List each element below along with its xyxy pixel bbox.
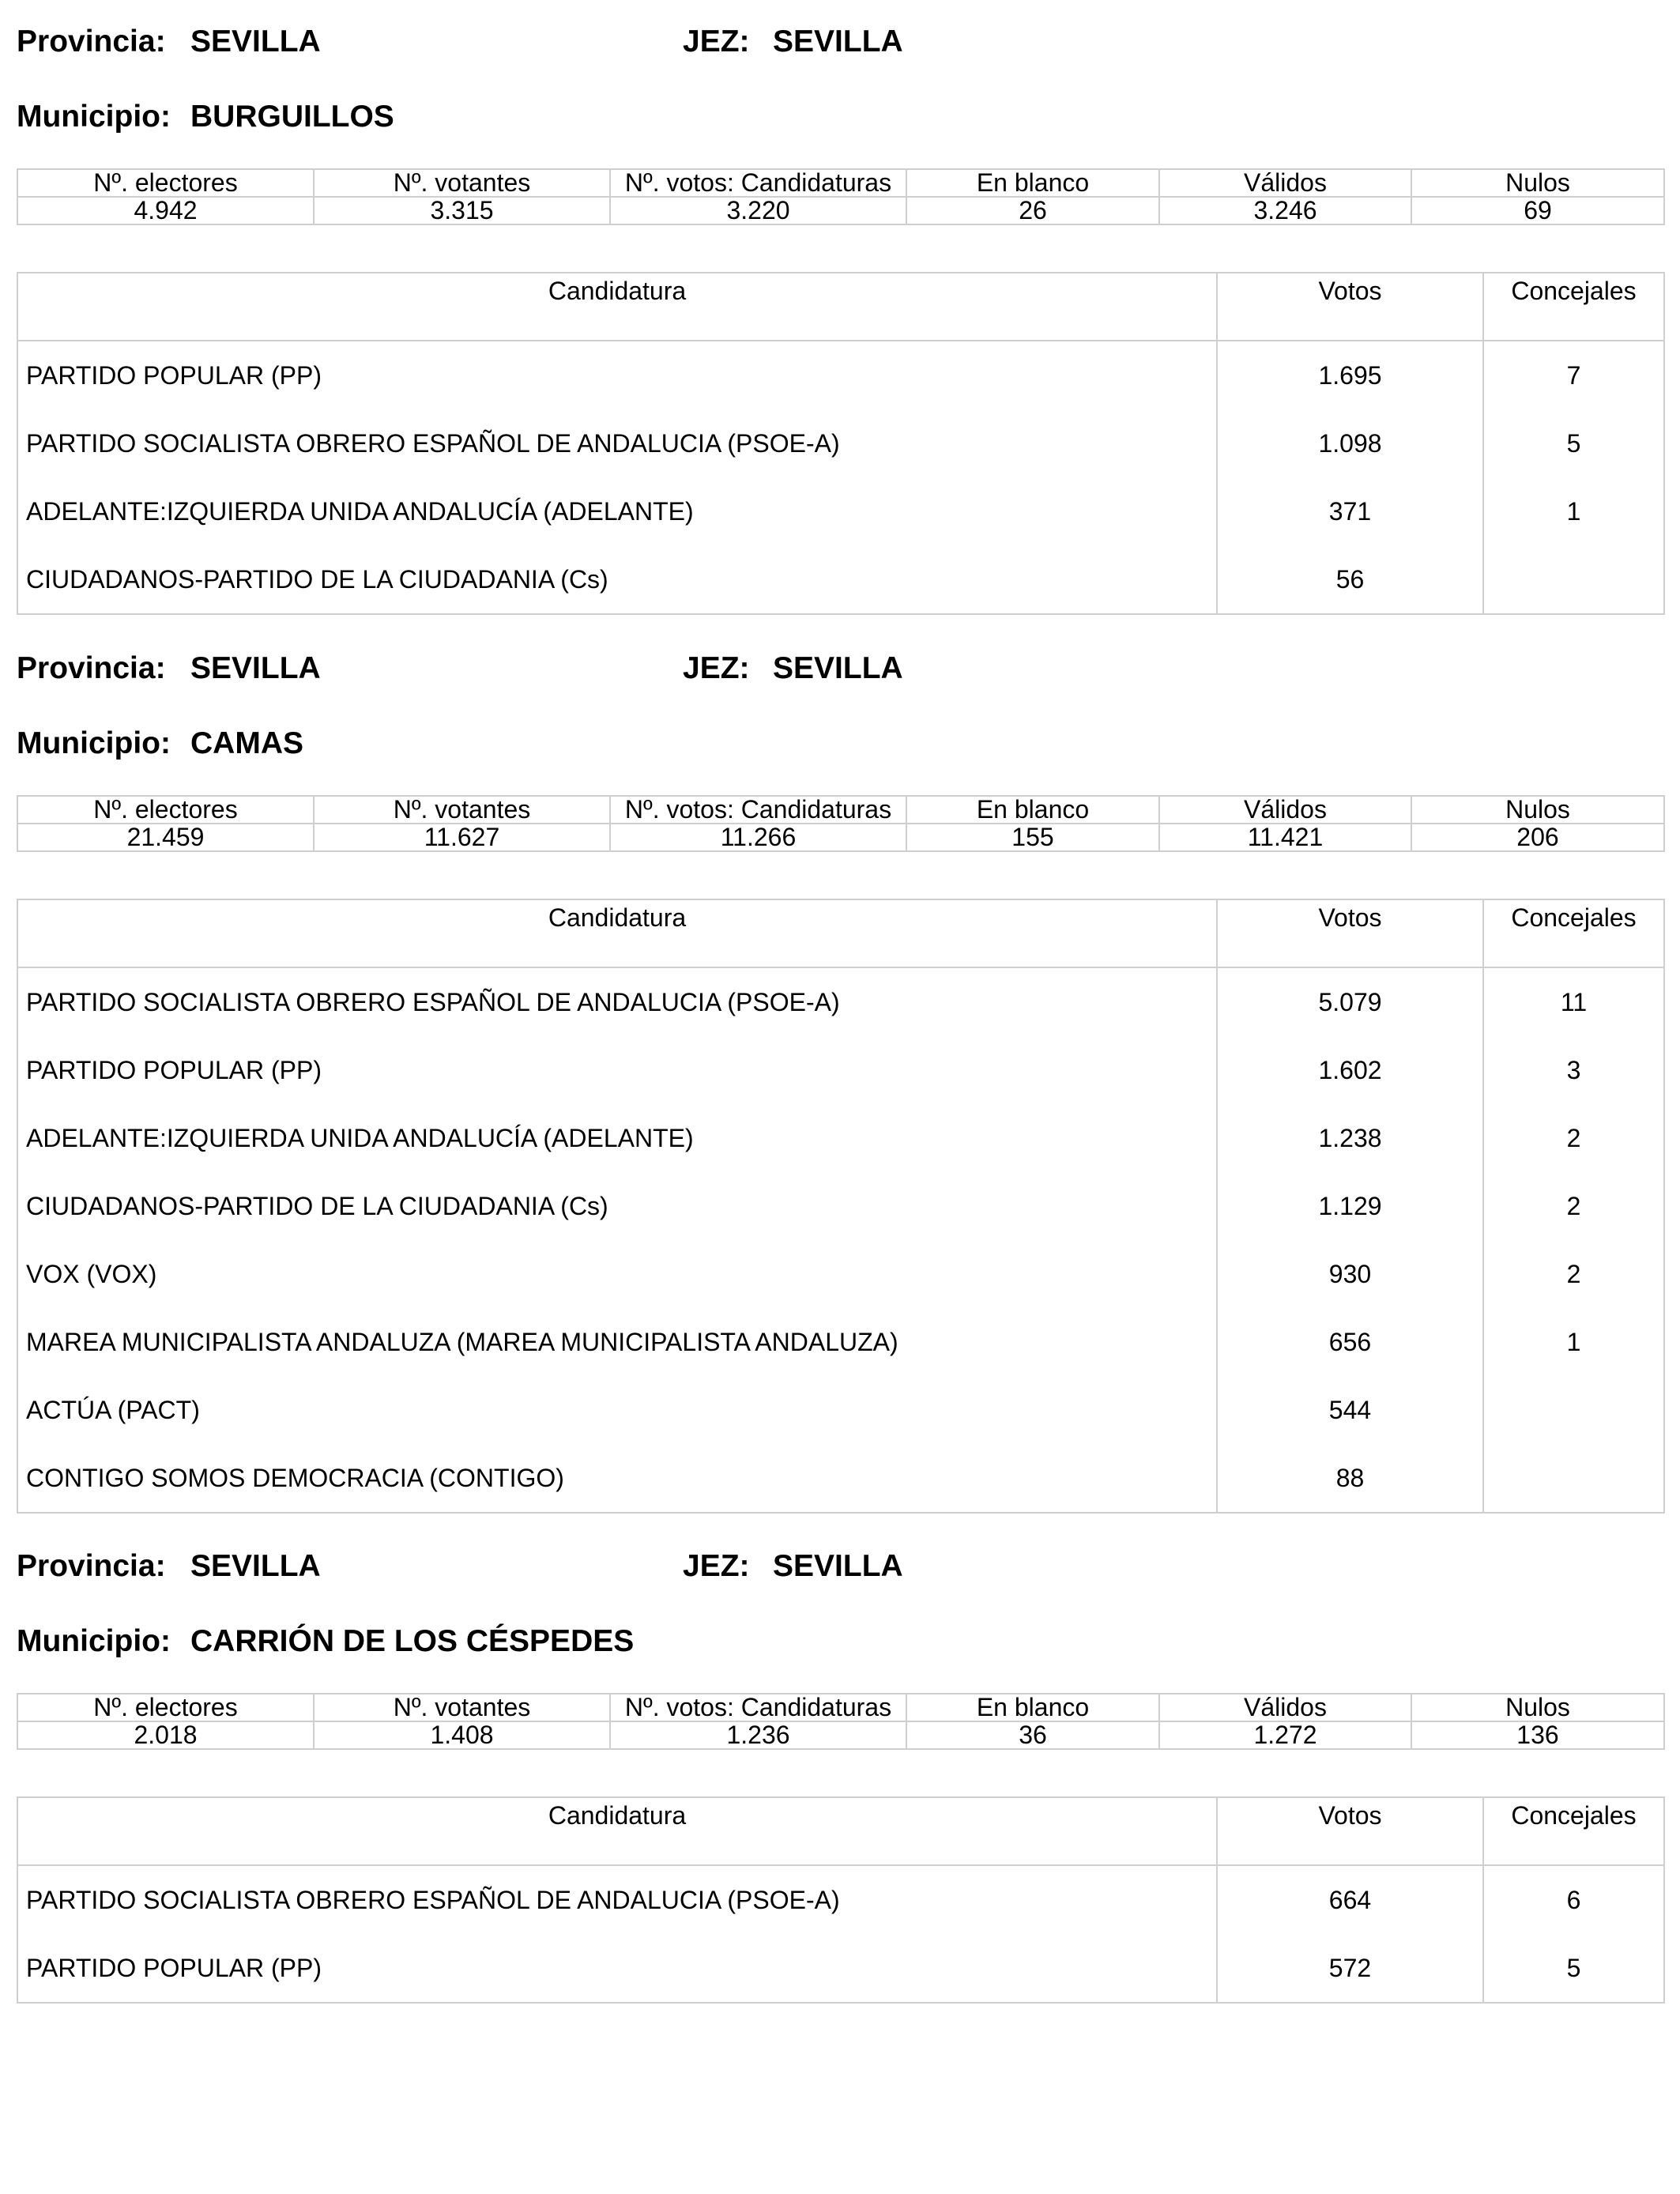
table-row <box>17 341 1664 409</box>
concejales-cell: 1 <box>1483 1308 1664 1376</box>
concejales-cell: 5 <box>1483 409 1664 477</box>
results-table <box>17 899 1665 1514</box>
stats-header-row <box>17 796 1664 824</box>
stats-value-cell: 3.315 <box>314 197 610 224</box>
stats-header-cell: En blanco <box>906 1694 1159 1721</box>
votos-cell: 5.079 <box>1217 967 1483 1036</box>
summary-stats-table <box>17 168 1665 225</box>
candidatura-cell: ACTÚA (PACT) <box>17 1376 1217 1444</box>
votos-cell: 56 <box>1217 545 1483 614</box>
stats-header-cell: Nº. votantes <box>314 169 610 197</box>
stats-values-row <box>17 197 1664 224</box>
concejales-cell: 1 <box>1483 477 1664 545</box>
table-row <box>17 1934 1664 2003</box>
municipality-section <box>0 650 1680 1492</box>
candidatura-cell: CIUDADANOS-PARTIDO DE LA CIUDADANIA (Cs) <box>17 1172 1217 1240</box>
results-header-cell: Concejales <box>1483 273 1664 341</box>
table-row <box>17 1376 1664 1444</box>
stats-header-cell: Nulos <box>1411 1694 1664 1721</box>
stats-header-cell: Nº. electores <box>17 169 314 197</box>
stats-header-cell: Nº. votantes <box>314 796 610 824</box>
concejales-cell <box>1483 545 1664 614</box>
table-row <box>17 1444 1664 1513</box>
stats-header-cell: Nº. electores <box>17 1694 314 1721</box>
results-header-cell: Candidatura <box>17 899 1217 967</box>
results-header-cell: Concejales <box>1483 1797 1664 1865</box>
table-row <box>17 967 1664 1036</box>
stats-header-cell: Válidos <box>1159 796 1411 824</box>
stats-value-cell: 36 <box>906 1721 1159 1749</box>
votos-cell: 544 <box>1217 1376 1483 1444</box>
provincia-label: Provincia: <box>17 1549 166 1583</box>
results-table <box>17 272 1665 615</box>
municipality-section <box>0 24 1680 656</box>
votos-cell: 1.129 <box>1217 1172 1483 1240</box>
candidatura-cell: PARTIDO SOCIALISTA OBRERO ESPAÑOL DE ANDALUCIA (PSOE-A) <box>17 967 1217 1036</box>
stats-value-cell: 21.459 <box>17 824 314 851</box>
candidatura-cell: ADELANTE:IZQUIERDA UNIDA ANDALUCÍA (ADELANTE) <box>17 477 1217 545</box>
concejales-cell: 6 <box>1483 1865 1664 1934</box>
concejales-cell: 7 <box>1483 341 1664 409</box>
votos-cell: 371 <box>1217 477 1483 545</box>
table-row <box>17 545 1664 614</box>
municipio-value: CARRIÓN DE LOS CÉSPEDES <box>190 1624 635 1658</box>
provincia-label: Provincia: <box>17 25 166 58</box>
results-header-row <box>17 273 1664 341</box>
results-header-cell: Votos <box>1217 273 1483 341</box>
jez-value: SEVILLA <box>773 25 903 58</box>
table-row <box>17 1104 1664 1172</box>
votos-cell: 1.602 <box>1217 1036 1483 1104</box>
candidatura-cell: PARTIDO SOCIALISTA OBRERO ESPAÑOL DE ANDALUCIA (PSOE-A) <box>17 1865 1217 1934</box>
jez-label: JEZ: <box>683 651 750 685</box>
municipio-value: CAMAS <box>190 726 303 760</box>
concejales-cell: 2 <box>1483 1104 1664 1172</box>
concejales-cell: 2 <box>1483 1240 1664 1308</box>
stats-value-cell: 11.627 <box>314 824 610 851</box>
stats-value-cell: 1.408 <box>314 1721 610 1749</box>
municipio-label: Municipio: <box>17 1624 171 1658</box>
stats-header-cell: Nº. votos: Candidaturas <box>610 1694 906 1721</box>
candidatura-cell: PARTIDO SOCIALISTA OBRERO ESPAÑOL DE ANDALUCIA (PSOE-A) <box>17 409 1217 477</box>
votos-cell: 656 <box>1217 1308 1483 1376</box>
provincia-value: SEVILLA <box>190 25 321 58</box>
stats-header-cell: Válidos <box>1159 169 1411 197</box>
table-row <box>17 1865 1664 1934</box>
municipality-section <box>0 1548 1680 2181</box>
concejales-cell: 5 <box>1483 1934 1664 2003</box>
stats-header-cell: Nulos <box>1411 169 1664 197</box>
results-header-row <box>17 899 1664 967</box>
stats-header-cell: Nº. electores <box>17 796 314 824</box>
table-row <box>17 1308 1664 1376</box>
stats-values-row <box>17 824 1664 851</box>
jez-value: SEVILLA <box>773 1549 903 1583</box>
stats-value-cell: 11.266 <box>610 824 906 851</box>
jez-label: JEZ: <box>683 25 750 58</box>
stats-header-cell: Válidos <box>1159 1694 1411 1721</box>
summary-stats-table <box>17 1693 1665 1750</box>
concejales-cell: 2 <box>1483 1172 1664 1240</box>
concejales-cell: 3 <box>1483 1036 1664 1104</box>
provincia-label: Provincia: <box>17 651 166 685</box>
stats-header-cell: Nulos <box>1411 796 1664 824</box>
stats-values-row <box>17 1721 1664 1749</box>
stats-value-cell: 26 <box>906 197 1159 224</box>
candidatura-cell: ADELANTE:IZQUIERDA UNIDA ANDALUCÍA (ADELANTE) <box>17 1104 1217 1172</box>
votos-cell: 1.238 <box>1217 1104 1483 1172</box>
stats-value-cell: 69 <box>1411 197 1664 224</box>
votos-cell: 664 <box>1217 1865 1483 1934</box>
candidatura-cell: MAREA MUNICIPALISTA ANDALUZA (MAREA MUNICIPALISTA ANDALUZA) <box>17 1308 1217 1376</box>
table-row <box>17 409 1664 477</box>
candidatura-cell: VOX (VOX) <box>17 1240 1217 1308</box>
results-header-cell: Votos <box>1217 899 1483 967</box>
provincia-value: SEVILLA <box>190 651 321 685</box>
municipio-label: Municipio: <box>17 726 171 760</box>
stats-value-cell: 4.942 <box>17 197 314 224</box>
jez-label: JEZ: <box>683 1549 750 1583</box>
candidatura-cell: PARTIDO POPULAR (PP) <box>17 341 1217 409</box>
votos-cell: 930 <box>1217 1240 1483 1308</box>
stats-value-cell: 11.421 <box>1159 824 1411 851</box>
stats-header-cell: Nº. votos: Candidaturas <box>610 169 906 197</box>
table-row <box>17 1036 1664 1104</box>
concejales-cell <box>1483 1444 1664 1513</box>
stats-header-cell: Nº. votos: Candidaturas <box>610 796 906 824</box>
candidatura-cell: CIUDADANOS-PARTIDO DE LA CIUDADANIA (Cs) <box>17 545 1217 614</box>
stats-value-cell: 155 <box>906 824 1159 851</box>
candidatura-cell: PARTIDO POPULAR (PP) <box>17 1934 1217 2003</box>
table-row <box>17 477 1664 545</box>
jez-value: SEVILLA <box>773 651 903 685</box>
stats-value-cell: 206 <box>1411 824 1664 851</box>
stats-value-cell: 2.018 <box>17 1721 314 1749</box>
votos-cell: 1.098 <box>1217 409 1483 477</box>
concejales-cell <box>1483 1376 1664 1444</box>
votos-cell: 1.695 <box>1217 341 1483 409</box>
stats-value-cell: 136 <box>1411 1721 1664 1749</box>
votos-cell: 572 <box>1217 1934 1483 2003</box>
candidatura-cell: PARTIDO POPULAR (PP) <box>17 1036 1217 1104</box>
results-header-cell: Concejales <box>1483 899 1664 967</box>
table-row <box>17 1240 1664 1308</box>
stats-header-cell: En blanco <box>906 169 1159 197</box>
stats-header-row <box>17 1694 1664 1721</box>
stats-header-cell: En blanco <box>906 796 1159 824</box>
results-header-row <box>17 1797 1664 1865</box>
stats-header-cell: Nº. votantes <box>314 1694 610 1721</box>
results-header-cell: Candidatura <box>17 273 1217 341</box>
candidatura-cell: CONTIGO SOMOS DEMOCRACIA (CONTIGO) <box>17 1444 1217 1513</box>
stats-header-row <box>17 169 1664 197</box>
table-row <box>17 1172 1664 1240</box>
results-header-cell: Votos <box>1217 1797 1483 1865</box>
municipio-label: Municipio: <box>17 100 171 134</box>
results-header-cell: Candidatura <box>17 1797 1217 1865</box>
results-table <box>17 1796 1665 2004</box>
concejales-cell: 11 <box>1483 967 1664 1036</box>
municipio-value: BURGUILLOS <box>190 100 394 134</box>
summary-stats-table <box>17 795 1665 852</box>
votos-cell: 88 <box>1217 1444 1483 1513</box>
provincia-value: SEVILLA <box>190 1549 321 1583</box>
stats-value-cell: 3.220 <box>610 197 906 224</box>
stats-value-cell: 3.246 <box>1159 197 1411 224</box>
stats-value-cell: 1.236 <box>610 1721 906 1749</box>
stats-value-cell: 1.272 <box>1159 1721 1411 1749</box>
